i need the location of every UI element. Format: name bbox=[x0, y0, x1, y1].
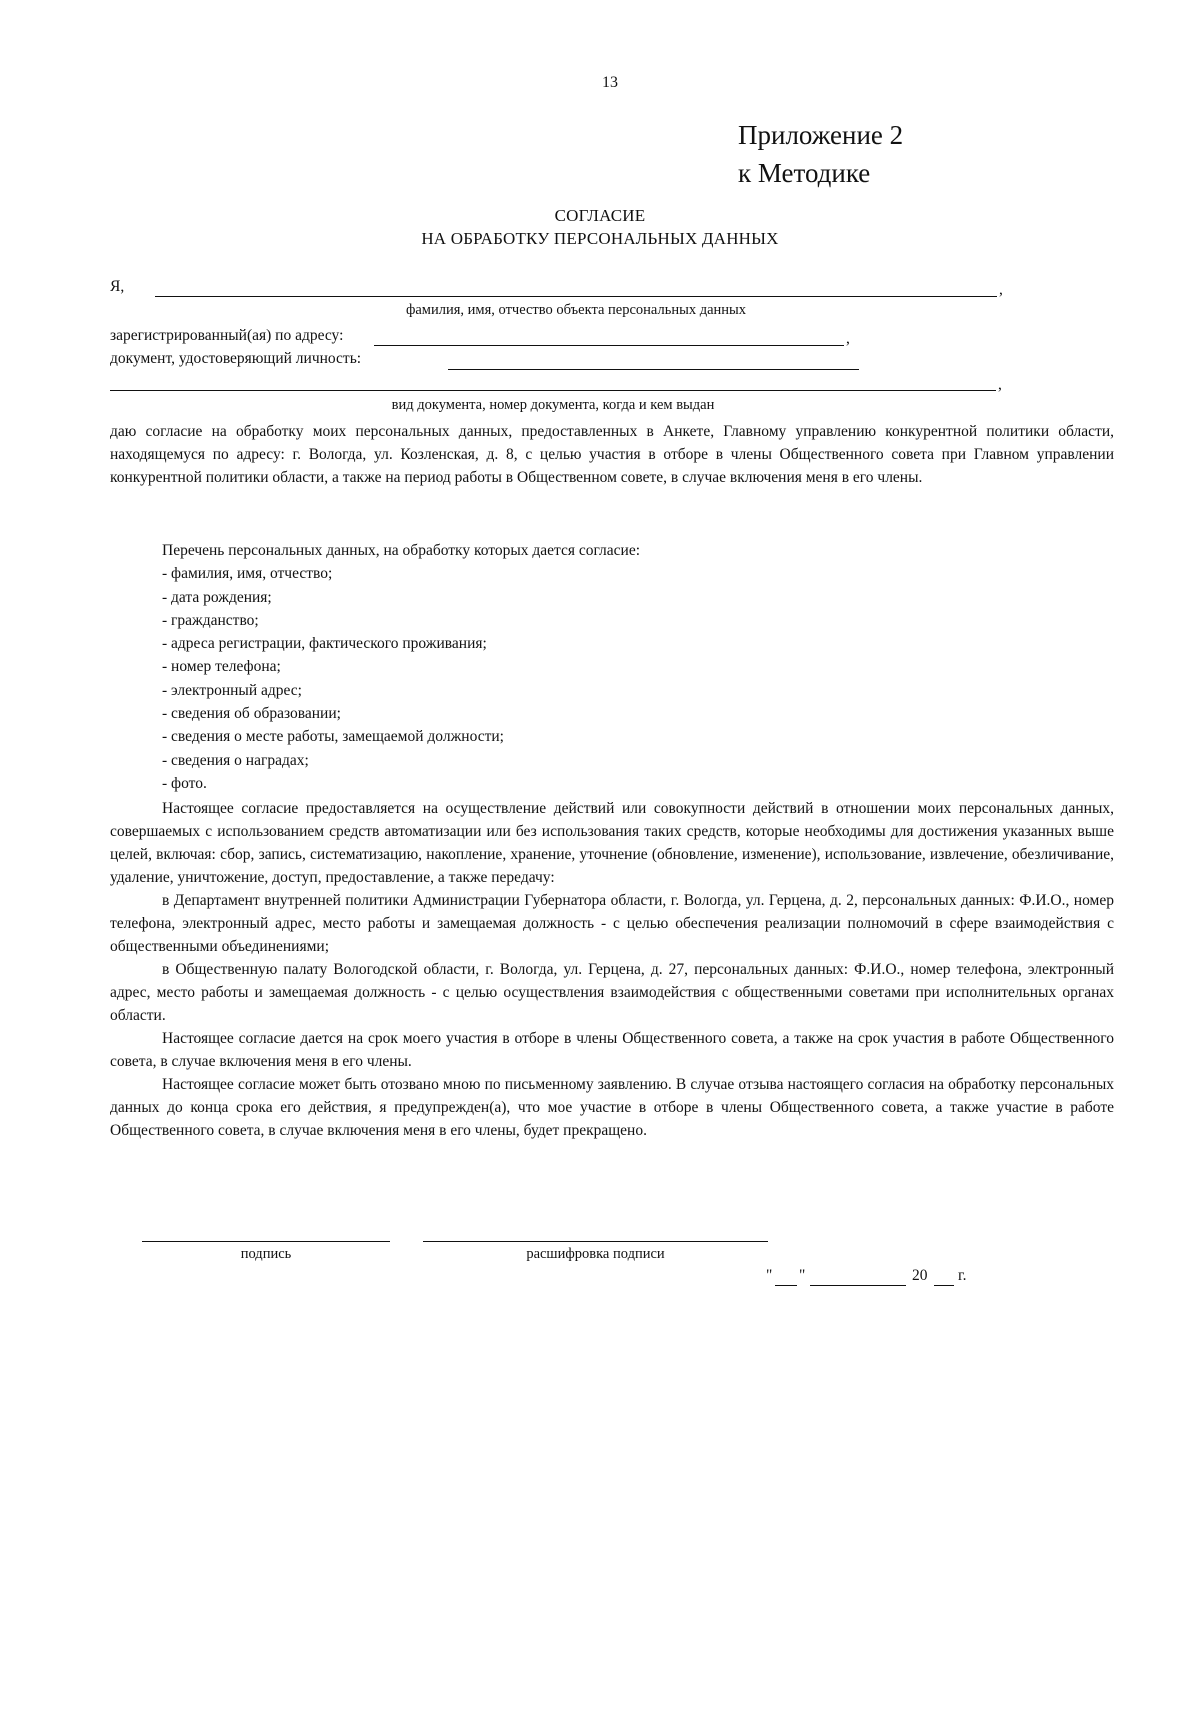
consent-paragraph: даю согласие на обработку моих персональных данных, предоставленных в Анкете, Главному управлению конкурентной политики области, находящемуся по адресу: г. Вологда, ул. Козленская, д. 8, с целью участия в отборе в члены Общественного совета при Главном управлении конкурентной политики области, а также на период работы в Общественном совете, в случае включения меня в его члены. bbox=[110, 423, 1114, 486]
list-intro: Перечень персональных данных, на обработку которых дается согласие: bbox=[162, 542, 641, 559]
date-year-line[interactable] bbox=[934, 1285, 954, 1286]
page-number: 13 bbox=[602, 74, 618, 91]
document-field-line[interactable] bbox=[448, 369, 859, 370]
date-month-line[interactable] bbox=[810, 1285, 906, 1286]
signature-decode-line[interactable] bbox=[423, 1241, 768, 1242]
list-item: - фамилия, имя, отчество; bbox=[162, 565, 333, 583]
appendix-line-1: Приложение 2 bbox=[738, 120, 904, 150]
list-item: - фото. bbox=[162, 774, 207, 792]
date-day-line[interactable] bbox=[775, 1285, 797, 1286]
address-field-line[interactable] bbox=[374, 345, 844, 346]
list-item: - гражданство; bbox=[162, 611, 259, 629]
date-year-suffix: г. bbox=[958, 1267, 967, 1284]
paragraph-actions: Настоящее согласие предоставляется на осуществление действий или совокупности действий в отношении моих персональных данных, совершаемых с использованием средств автоматизации или без использования таких средств, которые необходимы для достижения указанных выше целей, включая: сбор, запись, систематизацию, накопление, хранение, уточнение (обновление, изменение), использование, извлечение, обезличивание, удаление, уничтожение, доступ, предоставление, а также передачу: bbox=[110, 800, 1114, 886]
date-quote-open: " bbox=[766, 1267, 773, 1284]
signature-line[interactable] bbox=[142, 1241, 390, 1242]
i-label: Я, bbox=[110, 278, 125, 295]
list-item: - сведения о наградах; bbox=[162, 751, 309, 769]
paragraph-department: в Департамент внутренней политики Администрации Губернатора области, г. Вологда, ул. Герцена, д. 2, персональных данных: Ф.И.О., номер телефона, электронный адрес, место работы и замещаемая должность - с целью обеспечения реализации полномочий в сфере взаимодействия с общественными объединениями; bbox=[110, 892, 1114, 955]
list-item: - электронный адрес; bbox=[162, 681, 302, 699]
title-line-2: НА ОБРАБОТКУ ПЕРСОНАЛЬНЫХ ДАННЫХ bbox=[421, 229, 779, 248]
address-label: зарегистрированный(ая) по адресу: bbox=[110, 327, 344, 344]
document-label: документ, удостоверяющий личность: bbox=[110, 350, 362, 367]
signature-decode-caption: расшифровка подписи bbox=[526, 1246, 665, 1262]
appendix-heading bbox=[738, 116, 903, 192]
list-item: - номер телефона; bbox=[162, 658, 281, 676]
document-field-line-2[interactable] bbox=[110, 390, 996, 391]
document-caption: вид документа, номер документа, когда и кем выдан bbox=[391, 397, 715, 413]
date-year-prefix: 20 bbox=[912, 1267, 928, 1284]
paragraph-term: Настоящее согласие дается на срок моего участия в отборе в члены Общественного совета, а также на срок участия в работе Общественного совета, в случае включения меня в его члены. bbox=[110, 1030, 1114, 1070]
address-comma: , bbox=[846, 330, 850, 347]
list-item: - сведения об образовании; bbox=[162, 705, 341, 723]
paragraph-chamber: в Общественную палату Вологодской области, г. Вологда, ул. Герцена, д. 27, персональных данных: Ф.И.О., номер телефона, электронный адрес, место работы и замещаемая должность - с целью осуществления взаимодействия с общественными советами при исполнительных органах области. bbox=[110, 961, 1114, 1024]
name-field-line[interactable] bbox=[155, 296, 997, 297]
paragraph-revocation: Настоящее согласие может быть отозвано мною по письменному заявлению. В случае отзыва настоящего согласия на обработку персональных данных до конца срока его действия, я предупрежден(а), что мое участие в отборе в члены Общественного совета, а также участие в работе Общественного совета, в случае включения меня в его члены, будет прекращено. bbox=[110, 1076, 1114, 1139]
date-quote-close: " bbox=[799, 1267, 806, 1284]
document-comma: , bbox=[998, 376, 1002, 393]
personal-data-list bbox=[162, 539, 640, 795]
list-item: - адреса регистрации, фактического проживания; bbox=[162, 635, 487, 653]
list-item: - дата рождения; bbox=[162, 588, 272, 606]
signature-caption: подпись bbox=[240, 1246, 292, 1262]
appendix-line-2: к Методике bbox=[738, 158, 871, 188]
title-line-1: СОГЛАСИЕ bbox=[554, 206, 646, 225]
name-comma: , bbox=[999, 281, 1003, 298]
body-paragraphs bbox=[110, 797, 1114, 1142]
list-item: - сведения о месте работы, замещаемой должности; bbox=[162, 728, 504, 746]
name-caption: фамилия, имя, отчество объекта персональных данных bbox=[405, 302, 747, 318]
